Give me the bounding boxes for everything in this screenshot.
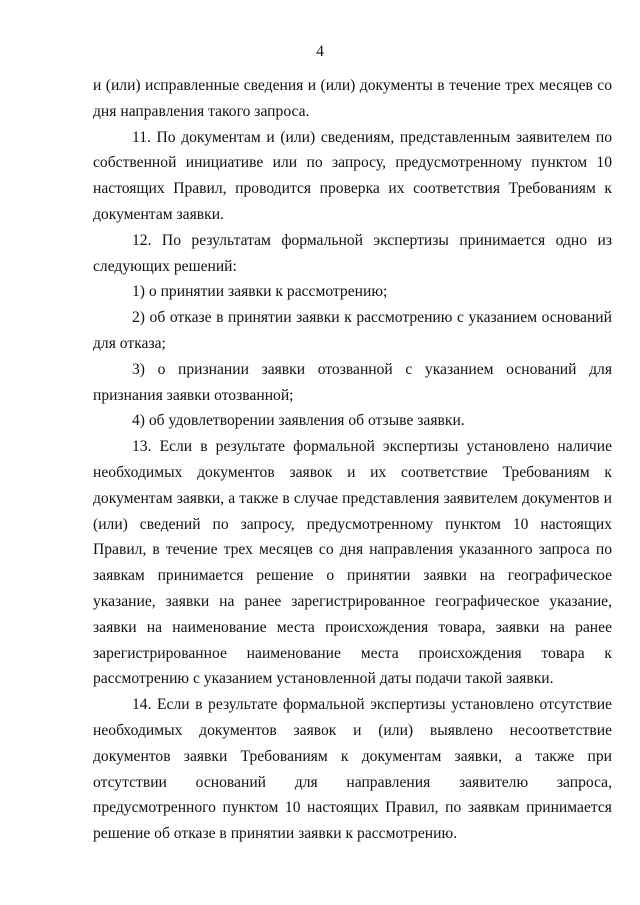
list-item-2: 2) об отказе в принятии заявки к рассмотрению с указанием оснований для отказа;	[93, 309, 612, 352]
list-item-4: 4) об удовлетворении заявления об отзыве заявки.	[132, 412, 465, 430]
paragraph-14: 14. Если в результате формальной экспертизы установлено отсутствие необходимых документов заявок и (или) выявлено несоответствие документов заявки Требованиям к документам заявки, а также при отсутствии оснований для направления заявителю запроса, предусмотренного пунктом 10 настоящих Правил, по заявкам принимается решение об отказе в принятии заявки к рассмотрению.	[93, 696, 612, 843]
paragraph-12: 12. По результатам формальной экспертизы принимается одно из следующих решений:	[93, 231, 612, 275]
page-number: 4	[316, 43, 324, 60]
paragraph-13: 13. Если в результате формальной экспертизы установлено наличие необходимых документов заявок и их соответствие Требованиям к документам заявки, а также в случае представления заявителем документов и (или) сведений по запросу, предусмотренному пунктом 10 настоящих Правил, в течение трех месяцев со дня направления указанного запроса по заявкам принимается решение о принятии заявки на географическое указание, заявки на ранее зарегистрированное географическое указание, заявки на наименование места происхождения товара, заявки на ранее зарегистрированное наименование места происхождения товара к рассмотрению с указанием установленной даты подачи такой заявки.	[93, 438, 612, 688]
list-item-1: 1) о принятии заявки к рассмотрению;	[132, 283, 388, 301]
paragraph-11: 11. По документам и (или) сведениям, представленным заявителем по собственной инициативе или по запросу, предусмотренному пунктом 10 настоящих Правил, проводится проверка их соответствия Требованиям к документам заявки.	[93, 128, 612, 223]
document-body	[93, 73, 612, 847]
list-item-3: 3) о признании заявки отозванной с указанием оснований для признания заявки отозванной;	[93, 360, 612, 404]
paragraph-continuation: и (или) исправленные сведения и (или) документы в течение трех месяцев со дня направления такого запроса.	[93, 77, 612, 120]
